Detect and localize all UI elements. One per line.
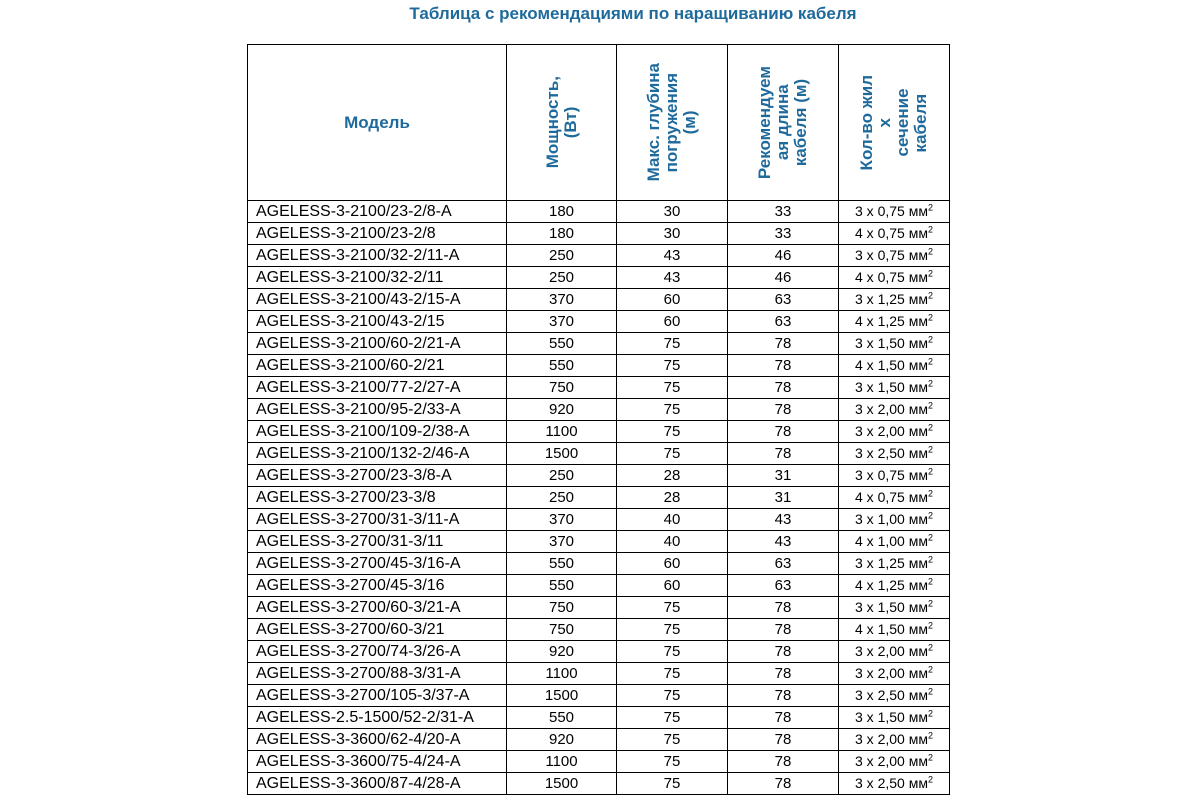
cell-length: 31: [728, 487, 839, 509]
cell-model: AGELESS-3-3600/62-4/20-A: [248, 729, 507, 751]
column-header-model: Модель: [248, 45, 507, 201]
cell-depth: 75: [617, 333, 728, 355]
cell-length: 63: [728, 311, 839, 333]
table-body: [248, 201, 950, 795]
header-line: кабеля (м): [791, 78, 810, 167]
cell-cable: [839, 575, 950, 597]
cell-model: AGELESS-3-2100/32-2/11-A: [248, 245, 507, 267]
cell-model: AGELESS-3-2700/31-3/11-A: [248, 509, 507, 531]
table-row: [248, 333, 950, 355]
cable-value: 3 х 1,25: [855, 291, 905, 307]
cell-length: 78: [728, 773, 839, 795]
cell-power: 370: [507, 311, 617, 333]
cell-depth: 75: [617, 707, 728, 729]
cell-cable: [839, 421, 950, 443]
cell-power: 370: [507, 289, 617, 311]
cell-cable: [839, 641, 950, 663]
cell-power: 750: [507, 597, 617, 619]
cable-unit-superscript: 2: [927, 290, 933, 301]
table-row: [248, 311, 950, 333]
cable-unit-superscript: 2: [927, 334, 933, 345]
cell-length: 33: [728, 201, 839, 223]
header-line: Макс. глубина: [644, 63, 663, 182]
cell-depth: 60: [617, 575, 728, 597]
cell-length: 63: [728, 289, 839, 311]
cell-model: AGELESS-3-2100/32-2/11: [248, 267, 507, 289]
cable-unit-superscript: 2: [927, 422, 933, 433]
cell-model: AGELESS-3-2100/43-2/15-A: [248, 289, 507, 311]
cell-model: AGELESS-3-2100/95-2/33-A: [248, 399, 507, 421]
cell-power: 750: [507, 619, 617, 641]
table-row: [248, 201, 950, 223]
cell-length: 46: [728, 267, 839, 289]
cell-model: AGELESS-3-2100/77-2/27-A: [248, 377, 507, 399]
cable-value: 4 х 1,25: [855, 577, 905, 593]
cell-cable: [839, 751, 950, 773]
cable-value: 3 х 2,00: [855, 665, 905, 681]
cable-unit: мм: [908, 313, 928, 329]
cell-power: 550: [507, 333, 617, 355]
cell-model: AGELESS-3-2100/60-2/21: [248, 355, 507, 377]
cell-power: 920: [507, 641, 617, 663]
cable-unit: мм: [908, 445, 928, 461]
cell-depth: 75: [617, 377, 728, 399]
cell-model: AGELESS-3-2700/74-3/26-A: [248, 641, 507, 663]
cell-length: 78: [728, 729, 839, 751]
cable-unit: мм: [908, 709, 928, 725]
header-line: Кол-во жил: [857, 74, 876, 171]
cell-model: AGELESS-3-2100/132-2/46-A: [248, 443, 507, 465]
header-line: х: [875, 117, 894, 128]
cable-unit: мм: [908, 357, 928, 373]
table-row: [248, 399, 950, 421]
table-row: [248, 663, 950, 685]
cable-value: 3 х 2,50: [855, 775, 905, 791]
cable-unit: мм: [908, 511, 928, 527]
cable-value: 4 х 1,50: [855, 621, 905, 637]
cell-length: 63: [728, 575, 839, 597]
cell-power: 550: [507, 575, 617, 597]
cell-cable: [839, 729, 950, 751]
cell-cable: [839, 487, 950, 509]
cable-unit: мм: [908, 247, 928, 263]
cell-model: AGELESS-3-2100/23-2/8-A: [248, 201, 507, 223]
cable-value: 4 х 0,75: [855, 269, 905, 285]
cable-value: 3 х 2,00: [855, 643, 905, 659]
cell-length: 46: [728, 245, 839, 267]
table-row: [248, 685, 950, 707]
cell-cable: [839, 267, 950, 289]
cell-depth: 30: [617, 201, 728, 223]
header-line: Рекомендуем: [755, 65, 774, 180]
column-header-cable: [839, 45, 950, 201]
header-line: (Вт): [560, 106, 580, 139]
cable-unit: мм: [908, 533, 928, 549]
cell-model: AGELESS-2.5-1500/52-2/31-A: [248, 707, 507, 729]
cell-depth: 75: [617, 663, 728, 685]
cell-cable: [839, 707, 950, 729]
cable-value: 4 х 1,25: [855, 313, 905, 329]
cable-value: 3 х 2,00: [855, 753, 905, 769]
cell-cable: [839, 201, 950, 223]
table-row: [248, 531, 950, 553]
cable-unit: мм: [908, 775, 928, 791]
cable-unit: мм: [908, 203, 928, 219]
cable-unit-superscript: 2: [927, 444, 933, 455]
cable-unit: мм: [908, 379, 928, 395]
cell-length: 78: [728, 751, 839, 773]
cell-depth: 75: [617, 729, 728, 751]
table-row: [248, 597, 950, 619]
cell-depth: 75: [617, 685, 728, 707]
cable-unit: мм: [908, 665, 928, 681]
cell-power: 1100: [507, 663, 617, 685]
table-row: [248, 487, 950, 509]
cell-depth: 75: [617, 597, 728, 619]
table-header-row: [248, 45, 950, 201]
cable-value: 3 х 0,75: [855, 467, 905, 483]
cell-power: 180: [507, 201, 617, 223]
header-line: (м): [680, 110, 699, 135]
column-header-power: [507, 45, 617, 201]
cell-length: 78: [728, 619, 839, 641]
cable-unit-superscript: 2: [927, 708, 933, 719]
cell-cable: [839, 597, 950, 619]
cell-depth: 40: [617, 531, 728, 553]
cell-model: AGELESS-3-2100/23-2/8: [248, 223, 507, 245]
cell-power: 750: [507, 377, 617, 399]
table-row: [248, 465, 950, 487]
cell-cable: [839, 223, 950, 245]
cable-value: 3 х 0,75: [855, 247, 905, 263]
cell-power: 920: [507, 399, 617, 421]
table-row: [248, 289, 950, 311]
cell-power: 1500: [507, 443, 617, 465]
cable-recommendation-table: [247, 44, 950, 795]
cell-length: 43: [728, 531, 839, 553]
cable-value: 3 х 1,50: [855, 599, 905, 615]
cable-value: 4 х 0,75: [855, 489, 905, 505]
cable-unit-superscript: 2: [927, 224, 933, 235]
cable-unit-superscript: 2: [927, 752, 933, 763]
cell-depth: 75: [617, 751, 728, 773]
cell-model: AGELESS-3-2700/45-3/16: [248, 575, 507, 597]
cell-model: AGELESS-3-2700/60-3/21: [248, 619, 507, 641]
cell-power: 250: [507, 245, 617, 267]
cell-model: AGELESS-3-2700/88-3/31-A: [248, 663, 507, 685]
cell-length: 78: [728, 707, 839, 729]
cell-power: 250: [507, 267, 617, 289]
header-line: ая длина: [773, 84, 792, 161]
cable-unit: мм: [908, 621, 928, 637]
cell-power: 1100: [507, 751, 617, 773]
table-row: [248, 553, 950, 575]
cable-unit-superscript: 2: [927, 466, 933, 477]
cell-power: 550: [507, 355, 617, 377]
column-header-depth: [617, 45, 728, 201]
cell-power: 1500: [507, 773, 617, 795]
cable-unit: мм: [908, 687, 928, 703]
table-row: [248, 355, 950, 377]
cable-unit-superscript: 2: [927, 642, 933, 653]
cable-unit: мм: [908, 643, 928, 659]
cell-length: 78: [728, 663, 839, 685]
header-line: погружения: [662, 72, 681, 173]
cell-cable: [839, 465, 950, 487]
cable-unit-superscript: 2: [927, 510, 933, 521]
column-header-length: [728, 45, 839, 201]
table-row: [248, 641, 950, 663]
cell-length: 78: [728, 641, 839, 663]
cell-length: 78: [728, 685, 839, 707]
cell-cable: [839, 509, 950, 531]
cell-model: AGELESS-3-3600/75-4/24-A: [248, 751, 507, 773]
cell-depth: 43: [617, 267, 728, 289]
table-row: [248, 619, 950, 641]
cell-length: 78: [728, 355, 839, 377]
cable-value: 3 х 2,50: [855, 687, 905, 703]
cell-length: 78: [728, 377, 839, 399]
cell-length: 78: [728, 421, 839, 443]
cell-model: AGELESS-3-2100/60-2/21-A: [248, 333, 507, 355]
cable-unit-superscript: 2: [927, 356, 933, 367]
cell-model: AGELESS-3-2700/23-3/8-A: [248, 465, 507, 487]
cell-cable: [839, 619, 950, 641]
cell-cable: [839, 443, 950, 465]
cell-model: AGELESS-3-3600/87-4/28-A: [248, 773, 507, 795]
cell-depth: 60: [617, 553, 728, 575]
cable-value: 3 х 1,50: [855, 709, 905, 725]
cable-unit: мм: [908, 225, 928, 241]
header-line: сечение: [893, 88, 912, 157]
cable-value: 3 х 2,00: [855, 401, 905, 417]
cable-unit: мм: [908, 731, 928, 747]
cable-value: 4 х 1,00: [855, 533, 905, 549]
cell-depth: 75: [617, 641, 728, 663]
table-row: [248, 377, 950, 399]
table-row: [248, 245, 950, 267]
cable-unit-superscript: 2: [927, 664, 933, 675]
cell-power: 550: [507, 707, 617, 729]
cell-cable: [839, 289, 950, 311]
cell-depth: 30: [617, 223, 728, 245]
cell-depth: 75: [617, 355, 728, 377]
cell-model: AGELESS-3-2700/105-3/37-A: [248, 685, 507, 707]
cell-depth: 75: [617, 619, 728, 641]
cable-value: 3 х 1,50: [855, 335, 905, 351]
cable-unit: мм: [908, 577, 928, 593]
cable-value: 4 х 1,50: [855, 357, 905, 373]
cable-unit-superscript: 2: [927, 312, 933, 323]
header-line: Мощность,: [542, 76, 562, 169]
cable-unit-superscript: 2: [927, 246, 933, 257]
cable-unit: мм: [908, 555, 928, 571]
cell-length: 78: [728, 333, 839, 355]
cell-length: 33: [728, 223, 839, 245]
table-row: [248, 509, 950, 531]
cable-unit: мм: [908, 423, 928, 439]
cable-unit: мм: [908, 467, 928, 483]
cell-depth: 75: [617, 443, 728, 465]
cable-unit: мм: [908, 753, 928, 769]
cell-depth: 75: [617, 773, 728, 795]
table-row: [248, 729, 950, 751]
cell-depth: 60: [617, 311, 728, 333]
cell-cable: [839, 531, 950, 553]
cable-unit-superscript: 2: [927, 554, 933, 565]
cable-unit-superscript: 2: [927, 532, 933, 543]
cell-depth: 28: [617, 465, 728, 487]
cell-length: 78: [728, 597, 839, 619]
cable-value: 4 х 0,75: [855, 225, 905, 241]
cable-unit-superscript: 2: [927, 268, 933, 279]
table-row: [248, 421, 950, 443]
cable-unit: мм: [908, 335, 928, 351]
cell-cable: [839, 245, 950, 267]
table-row: [248, 223, 950, 245]
cable-value: 3 х 1,25: [855, 555, 905, 571]
cell-cable: [839, 773, 950, 795]
cell-power: 250: [507, 487, 617, 509]
cable-unit-superscript: 2: [927, 620, 933, 631]
cell-length: 63: [728, 553, 839, 575]
page-title: Таблица с рекомендациями по наращиванию кабеля: [409, 4, 857, 23]
cable-unit-superscript: 2: [927, 576, 933, 587]
cell-power: 370: [507, 531, 617, 553]
cable-unit: мм: [908, 269, 928, 285]
cell-power: 180: [507, 223, 617, 245]
cable-unit: мм: [908, 401, 928, 417]
cell-cable: [839, 553, 950, 575]
cell-depth: 75: [617, 421, 728, 443]
cable-value: 3 х 1,50: [855, 379, 905, 395]
cell-depth: 75: [617, 399, 728, 421]
cell-power: 920: [507, 729, 617, 751]
table-row: [248, 443, 950, 465]
cell-depth: 40: [617, 509, 728, 531]
cable-unit: мм: [908, 489, 928, 505]
cell-length: 31: [728, 465, 839, 487]
cable-unit: мм: [908, 291, 928, 307]
cable-value: 3 х 2,50: [855, 445, 905, 461]
cell-depth: 43: [617, 245, 728, 267]
cell-cable: [839, 355, 950, 377]
cell-power: 250: [507, 465, 617, 487]
cell-power: 1100: [507, 421, 617, 443]
cell-model: AGELESS-3-2700/45-3/16-A: [248, 553, 507, 575]
table-row: [248, 707, 950, 729]
cell-model: AGELESS-3-2700/23-3/8: [248, 487, 507, 509]
cable-unit-superscript: 2: [927, 400, 933, 411]
cell-power: 550: [507, 553, 617, 575]
cell-length: 78: [728, 399, 839, 421]
cell-cable: [839, 377, 950, 399]
cell-cable: [839, 311, 950, 333]
cell-length: 43: [728, 509, 839, 531]
cable-unit-superscript: 2: [927, 686, 933, 697]
cable-value: 3 х 2,00: [855, 731, 905, 747]
table-row: [248, 773, 950, 795]
cell-depth: 60: [617, 289, 728, 311]
table-row: [248, 751, 950, 773]
cable-unit-superscript: 2: [927, 378, 933, 389]
table-row: [248, 267, 950, 289]
cable-unit-superscript: 2: [927, 488, 933, 499]
cable-value: 3 х 1,00: [855, 511, 905, 527]
cable-unit-superscript: 2: [927, 598, 933, 609]
cell-power: 1500: [507, 685, 617, 707]
cable-unit-superscript: 2: [927, 774, 933, 785]
cell-cable: [839, 333, 950, 355]
cable-value: 3 х 2,00: [855, 423, 905, 439]
cable-unit-superscript: 2: [927, 202, 933, 213]
cable-unit: мм: [908, 599, 928, 615]
cell-model: AGELESS-3-2100/109-2/38-A: [248, 421, 507, 443]
cell-cable: [839, 685, 950, 707]
table-row: [248, 575, 950, 597]
cell-depth: 28: [617, 487, 728, 509]
cell-model: AGELESS-3-2700/60-3/21-A: [248, 597, 507, 619]
cell-model: AGELESS-3-2100/43-2/15: [248, 311, 507, 333]
cell-cable: [839, 399, 950, 421]
header-line: кабеля: [911, 93, 930, 152]
cell-length: 78: [728, 443, 839, 465]
cable-unit-superscript: 2: [927, 730, 933, 741]
cell-power: 370: [507, 509, 617, 531]
cell-model: AGELESS-3-2700/31-3/11: [248, 531, 507, 553]
cable-value: 3 х 0,75: [855, 203, 905, 219]
cell-cable: [839, 663, 950, 685]
